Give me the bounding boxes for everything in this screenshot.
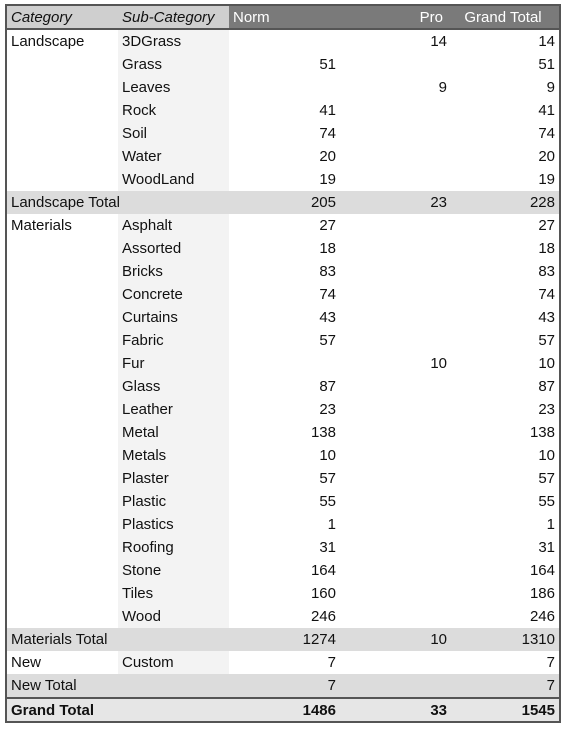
category-cell[interactable] [7,375,118,398]
sub-category-cell[interactable]: Plaster [118,467,229,490]
pro-cell[interactable] [340,444,451,467]
grand-total-cell[interactable]: 23 [538,401,555,418]
pivot-body [7,30,559,697]
grand-total-label: Grand Total [7,699,229,721]
table-row [7,536,559,559]
header-norm[interactable]: Norm [229,6,340,28]
norm-cell[interactable]: 164 [310,562,336,579]
norm-cell[interactable] [229,76,340,99]
norm-cell[interactable]: 57 [319,332,336,349]
sub-category-cell[interactable]: Fabric [118,329,229,352]
sub-category-cell[interactable]: Custom [118,651,229,674]
grand-total-cell[interactable]: 228 [451,191,559,214]
table-row [7,122,559,145]
norm-cell[interactable]: 18 [319,240,336,257]
sub-category-cell[interactable]: Leaves [118,76,229,99]
subtotal-row [7,191,559,214]
table-row [7,214,559,237]
pro-cell[interactable] [340,651,451,674]
grand-total-cell[interactable]: 9 [546,79,555,96]
norm-cell[interactable]: 83 [319,263,336,280]
grand-total-cell[interactable]: 41 [538,102,555,119]
table-row [7,605,559,628]
pivot-table [5,4,561,723]
grand-total-cell[interactable]: 74 [538,125,555,142]
norm-cell[interactable]: 57 [319,470,336,487]
norm-cell[interactable]: 19 [319,171,336,188]
norm-cell[interactable] [229,30,340,53]
table-row [7,260,559,283]
grand-total-cell[interactable]: 27 [538,217,555,234]
sub-category-cell[interactable]: Glass [118,375,229,398]
category-cell[interactable] [7,53,118,76]
pro-cell[interactable]: 10 [340,628,451,651]
grand-total-cell[interactable]: 186 [529,585,555,602]
norm-cell[interactable]: 55 [319,493,336,510]
category-cell[interactable] [7,536,118,559]
category-cell[interactable]: Materials Total [7,628,229,651]
grand-total-cell[interactable]: 43 [538,309,555,326]
grand-total-cell[interactable]: 74 [538,286,555,303]
norm-cell[interactable]: 7 [229,674,340,697]
pro-cell[interactable] [340,283,451,306]
table-row [7,421,559,444]
grand-total-cell[interactable]: 57 [538,470,555,487]
sub-category-cell[interactable]: Concrete [118,283,229,306]
pro-cell[interactable] [340,605,451,628]
norm-cell[interactable]: 27 [319,217,336,234]
table-row [7,352,559,375]
table-row [7,444,559,467]
table-row [7,467,559,490]
grand-total-cell[interactable]: 1310 [451,628,559,651]
norm-cell[interactable]: 74 [319,125,336,142]
pro-cell[interactable] [340,490,451,513]
category-cell[interactable]: New Total [7,674,229,697]
norm-cell[interactable]: 160 [310,585,336,602]
table-row [7,53,559,76]
norm-cell[interactable]: 31 [319,539,336,556]
table-row [7,582,559,605]
grand-total-cell[interactable]: 31 [538,539,555,556]
sub-category-cell[interactable]: Bricks [118,260,229,283]
category-cell[interactable] [7,444,118,467]
category-cell[interactable] [7,145,118,168]
table-row [7,306,559,329]
category-cell[interactable] [7,352,118,375]
pro-cell[interactable] [340,674,451,697]
grand-total-pro: 33 [340,699,451,721]
category-cell[interactable]: Materials [7,214,118,237]
grand-total-cell[interactable]: 7 [546,654,555,671]
grand-total-cell[interactable]: 87 [538,378,555,395]
table-row [7,375,559,398]
category-cell[interactable] [7,283,118,306]
category-cell[interactable] [7,168,118,191]
sub-category-cell[interactable]: Water [118,145,229,168]
norm-cell[interactable]: 7 [327,654,336,671]
pro-cell[interactable]: 23 [340,191,451,214]
pro-cell[interactable] [340,329,451,352]
sub-category-cell[interactable]: Metal [118,421,229,444]
grand-total-cell[interactable]: 246 [529,608,555,625]
grand-total-cell[interactable]: 19 [538,171,555,188]
sub-category-cell[interactable]: Wood [118,605,229,628]
grand-total-cell[interactable]: 1 [546,516,555,533]
header-category[interactable]: Category [7,6,118,28]
pro-cell[interactable] [340,99,451,122]
category-cell[interactable] [7,490,118,513]
grand-total-cell[interactable]: 10 [538,447,555,464]
norm-cell[interactable]: 1274 [229,628,340,651]
category-cell[interactable] [7,237,118,260]
pro-cell[interactable]: 14 [430,33,447,50]
header-grand-total[interactable]: Grand Total [451,6,559,28]
sub-category-cell[interactable]: Grass [118,53,229,76]
grand-total-cell[interactable]: 10 [538,355,555,372]
header-pro[interactable]: Pro [340,6,451,28]
grand-total-cell[interactable]: 138 [529,424,555,441]
norm-cell[interactable]: 51 [319,56,336,73]
category-cell[interactable] [7,329,118,352]
pro-cell[interactable] [340,214,451,237]
table-row [7,559,559,582]
grand-total-cell[interactable]: 83 [538,263,555,280]
grand-total-cell[interactable]: 7 [451,674,559,697]
norm-cell[interactable]: 74 [319,286,336,303]
grand-total-row [7,697,559,721]
sub-category-cell[interactable]: 3DGrass [118,30,229,53]
table-row [7,30,559,53]
table-row [7,168,559,191]
pro-cell[interactable] [340,260,451,283]
category-cell[interactable] [7,559,118,582]
pro-cell[interactable] [340,53,451,76]
header-row [7,6,559,30]
grand-total-cell[interactable]: 57 [538,332,555,349]
sub-category-cell[interactable]: Plastic [118,490,229,513]
category-cell[interactable]: New [7,651,118,674]
pro-cell[interactable] [340,536,451,559]
sub-category-cell[interactable]: Leather [118,398,229,421]
pro-cell[interactable]: 9 [438,79,447,96]
norm-cell[interactable]: 41 [319,102,336,119]
grand-total-value: 1545 [451,699,559,721]
sub-category-cell[interactable]: WoodLand [118,168,229,191]
grand-total-cell[interactable]: 20 [538,148,555,165]
sub-category-cell[interactable]: Tiles [118,582,229,605]
sub-category-cell[interactable]: Fur [118,352,229,375]
grand-total-cell[interactable]: 164 [529,562,555,579]
pro-cell[interactable] [340,168,451,191]
table-row [7,490,559,513]
norm-cell[interactable]: 1 [327,516,336,533]
pro-cell[interactable] [340,398,451,421]
norm-cell[interactable] [229,352,340,375]
norm-cell[interactable]: 23 [319,401,336,418]
grand-total-norm: 1486 [229,699,340,721]
pro-cell[interactable] [340,306,451,329]
category-cell[interactable] [7,513,118,536]
grand-total-cell[interactable]: 18 [538,240,555,257]
sub-category-cell[interactable]: Asphalt [118,214,229,237]
category-cell[interactable] [7,467,118,490]
table-row [7,283,559,306]
table-row [7,99,559,122]
category-cell[interactable] [7,398,118,421]
sub-category-cell[interactable]: Metals [118,444,229,467]
norm-cell[interactable]: 20 [319,148,336,165]
category-cell[interactable]: Landscape Total [7,191,229,214]
table-row [7,513,559,536]
table-row [7,237,559,260]
norm-cell[interactable]: 138 [310,424,336,441]
sub-category-cell[interactable]: Roofing [118,536,229,559]
table-row [7,145,559,168]
category-cell[interactable] [7,306,118,329]
pro-cell[interactable] [340,122,451,145]
category-cell[interactable]: Landscape [7,30,118,53]
sub-category-cell[interactable]: Assorted [118,237,229,260]
category-cell[interactable] [7,260,118,283]
norm-cell[interactable]: 87 [319,378,336,395]
norm-cell[interactable]: 246 [310,608,336,625]
grand-total-cell[interactable]: 14 [538,33,555,50]
table-row [7,76,559,99]
category-cell[interactable] [7,582,118,605]
table-row [7,398,559,421]
pro-cell[interactable] [340,375,451,398]
grand-total-cell[interactable]: 51 [538,56,555,73]
sub-category-cell[interactable]: Curtains [118,306,229,329]
sub-category-cell[interactable]: Plastics [118,513,229,536]
header-sub-category[interactable]: Sub-Category [118,6,229,28]
category-cell[interactable] [7,605,118,628]
sub-category-cell[interactable]: Stone [118,559,229,582]
category-cell[interactable] [7,76,118,99]
table-row [7,651,559,674]
pro-cell[interactable] [340,237,451,260]
category-cell[interactable] [7,421,118,444]
grand-total-cell[interactable]: 55 [538,493,555,510]
table-row [7,329,559,352]
pro-cell[interactable] [340,513,451,536]
norm-cell[interactable]: 43 [319,309,336,326]
pro-cell[interactable] [340,582,451,605]
pro-cell[interactable] [340,467,451,490]
pro-cell[interactable] [340,145,451,168]
sub-category-cell[interactable]: Soil [118,122,229,145]
pro-cell[interactable]: 10 [430,355,447,372]
sub-category-cell[interactable]: Rock [118,99,229,122]
subtotal-row [7,628,559,651]
pro-cell[interactable] [340,559,451,582]
category-cell[interactable] [7,99,118,122]
category-cell[interactable] [7,122,118,145]
pro-cell[interactable] [340,421,451,444]
subtotal-row [7,674,559,697]
norm-cell[interactable]: 205 [229,191,340,214]
norm-cell[interactable]: 10 [319,447,336,464]
